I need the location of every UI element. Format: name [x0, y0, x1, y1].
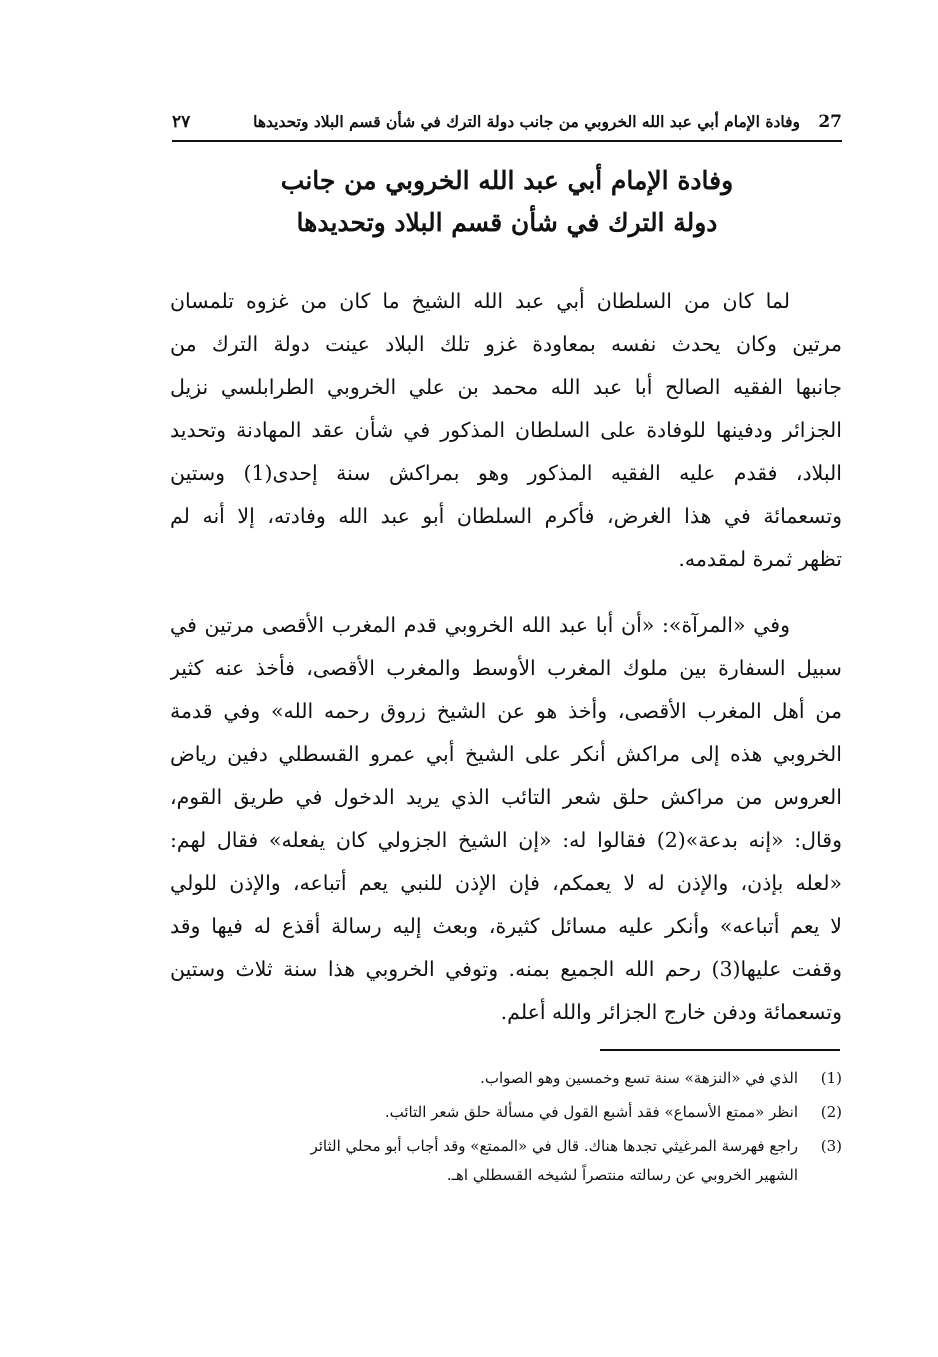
chapter-title-line-2: دولة الترك في شأن قسم البلاد وتحديدها [296, 208, 718, 237]
paragraph-2 [170, 604, 842, 1034]
paragraph-line: وتسعمائة ودفن خارج الجزائر والله أعلم. [500, 1000, 842, 1024]
paragraph-line: العروس من مراكش حلق شعر التائب الذي يريد الدخول في طريق القوم، [170, 785, 842, 809]
footnote-text: الشهير الخروبي عن رسالته منتصراً لشيخه القسطلي اهـ. [446, 1166, 798, 1184]
paragraph-line: من أهل المغرب الأقصى، وأخذ هو عن الشيخ زروق رحمه الله» وفي قدمة [170, 699, 842, 723]
footnote-separator [600, 1049, 840, 1051]
running-header [172, 106, 842, 142]
footnote-1 [170, 1064, 842, 1093]
footnote-number: (1) [820, 1069, 842, 1087]
running-title: وفادة الإمام أبي عبد الله الخروبي من جانب دولة الترك في شأن قسم البلاد وتحديدها [253, 112, 800, 131]
paragraph-line: مرتين وكان يحدث نفسه بمعاودة غزو تلك البلاد عينت دولة الترك من [170, 332, 842, 356]
paragraph-1 [170, 280, 842, 581]
paragraph-line: وتسعمائة في هذا الغرض، فأكرم السلطان أبو عبد الله وفادته، إلا أنه لم [170, 504, 842, 528]
page-number-western: 27 [818, 112, 842, 132]
footnote-3 [170, 1132, 842, 1190]
paragraph-line: جانبها الفقيه الصالح أبا عبد الله محمد بن علي الخروبي الطرابلسي نزيل [170, 375, 842, 399]
paragraph-line: سبيل السفارة بين ملوك المغرب الأوسط والمغرب الأقصى، فأخذ عنه كثير [170, 656, 842, 680]
paragraph-line: الخروبي هذه إلى مراكش أنكر على الشيخ أبي عمرو القسطلي دفين رياض [170, 742, 842, 766]
paragraph-line: وقال: «إنه بدعة»(2) فقالوا له: «إن الشيخ الجزولي كان يفعله» فقال لهم: [170, 828, 842, 852]
paragraph-line: لا يعم أتباعه» وأنكر عليه مسائل كثيرة، وبعث إليه رسالة أقذع له فيها وقد [170, 914, 842, 938]
footnote-number: (3) [820, 1137, 842, 1155]
footnote-text: راجع فهرسة المرغيثي تجدها هناك. قال في «الممتع» وقد أجاب أبو محلي الثائر [310, 1137, 798, 1155]
footnote-number: (2) [820, 1103, 842, 1121]
footnote-2 [170, 1098, 842, 1127]
footnote-text: الذي في «النزهة» سنة تسع وخمسين وهو الصواب. [480, 1069, 798, 1087]
paragraph-line: وقفت عليها(3) رحم الله الجميع بمنه. وتوفي الخروبي هذا سنة ثلاث وستين [170, 957, 842, 981]
footnote-text: انظر «ممتع الأسماع» فقد أشبع القول في مسألة حلق شعر التائب. [384, 1103, 798, 1121]
footnotes [170, 1064, 842, 1195]
page-number-arabic: ٢٧ [172, 112, 191, 132]
paragraph-line: وفي «المرآة»: «أن أبا عبد الله الخروبي قدم المغرب الأقصى مرتين في [170, 613, 790, 637]
chapter-title [172, 160, 842, 244]
paragraph-line: لما كان من السلطان أبي عبد الله الشيخ ما كان من غزوه تلمسان [170, 289, 790, 313]
paragraph-line: الجزائر ودفينها للوفادة على السلطان المذكور في شأن عقد المهادنة وتحديد [170, 418, 842, 442]
paragraph-line: البلاد، فقدم عليه الفقيه المذكور وهو بمراكش سنة إحدى(1) وستين [170, 461, 842, 485]
paragraph-line: «لعله بإذن، والإذن له لا يعمكم، فإن الإذن للنبي يعم أتباعه، والإذن للولي [170, 871, 842, 895]
paragraph-line: تظهر ثمرة لمقدمه. [678, 547, 842, 571]
chapter-title-line-1: وفادة الإمام أبي عبد الله الخروبي من جانب [280, 166, 734, 195]
